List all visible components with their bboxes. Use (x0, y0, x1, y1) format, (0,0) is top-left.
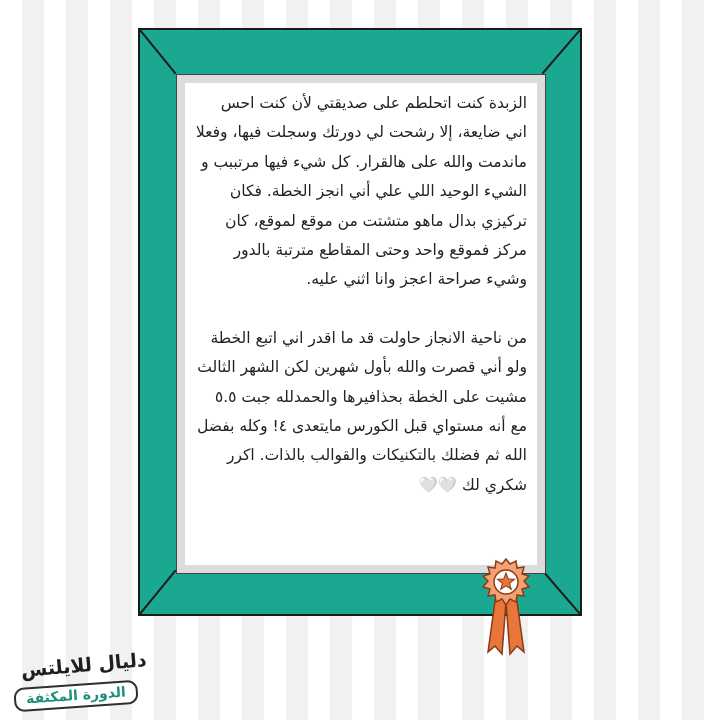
letter-paragraph-2-wrapper (195, 324, 527, 500)
letter-paragraph-1: الزبدة كنت اتحلطم على صديقتي لأن كنت احس اني ضايعة، إلا رشحت لي دورتك وسجلت فيها، وفعلا ماندمت والله على هالقرار. كل شيء فيها مرتببب و الشيء الوحيد اللي علي أني انجز الخطة. فكان تركيزي بدال ماهو متشتت من موقع لموقع، كان مركز فموقع واحد وحتى المقاطع مترتبة بالدور وشيء صراحة اعجز وانا اثني عليه. (195, 94, 527, 289)
paragraph-gap (195, 295, 527, 324)
testimonial-letter (195, 89, 527, 500)
letter-paper (185, 83, 537, 565)
frame-mat (176, 74, 546, 574)
picture-frame (138, 28, 582, 616)
logo-brand-name: دليال للايلتس (20, 649, 148, 682)
white-hearts-icon: 🤍🤍 (418, 475, 458, 494)
brand-logo (10, 649, 150, 714)
logo-course-name: الدورة المكثفة (13, 680, 138, 713)
award-rosette-icon (476, 558, 536, 658)
letter-paragraph-2: من ناحية الانجاز حاولت قد ما اقدر اني اتبع الخطة ولو أني قصرت والله بأول شهرين لكن الشهر الثالث مشيت على الخطة بحذافيرها والحمدلله جبت ٥.٥ مع أنه مستواي قبل الكورس مايتعدى ٤! وكله بفضل الله ثم فضلك بالتكنيكات والقوالب بالذات. اكرر شكري لك (197, 328, 527, 494)
